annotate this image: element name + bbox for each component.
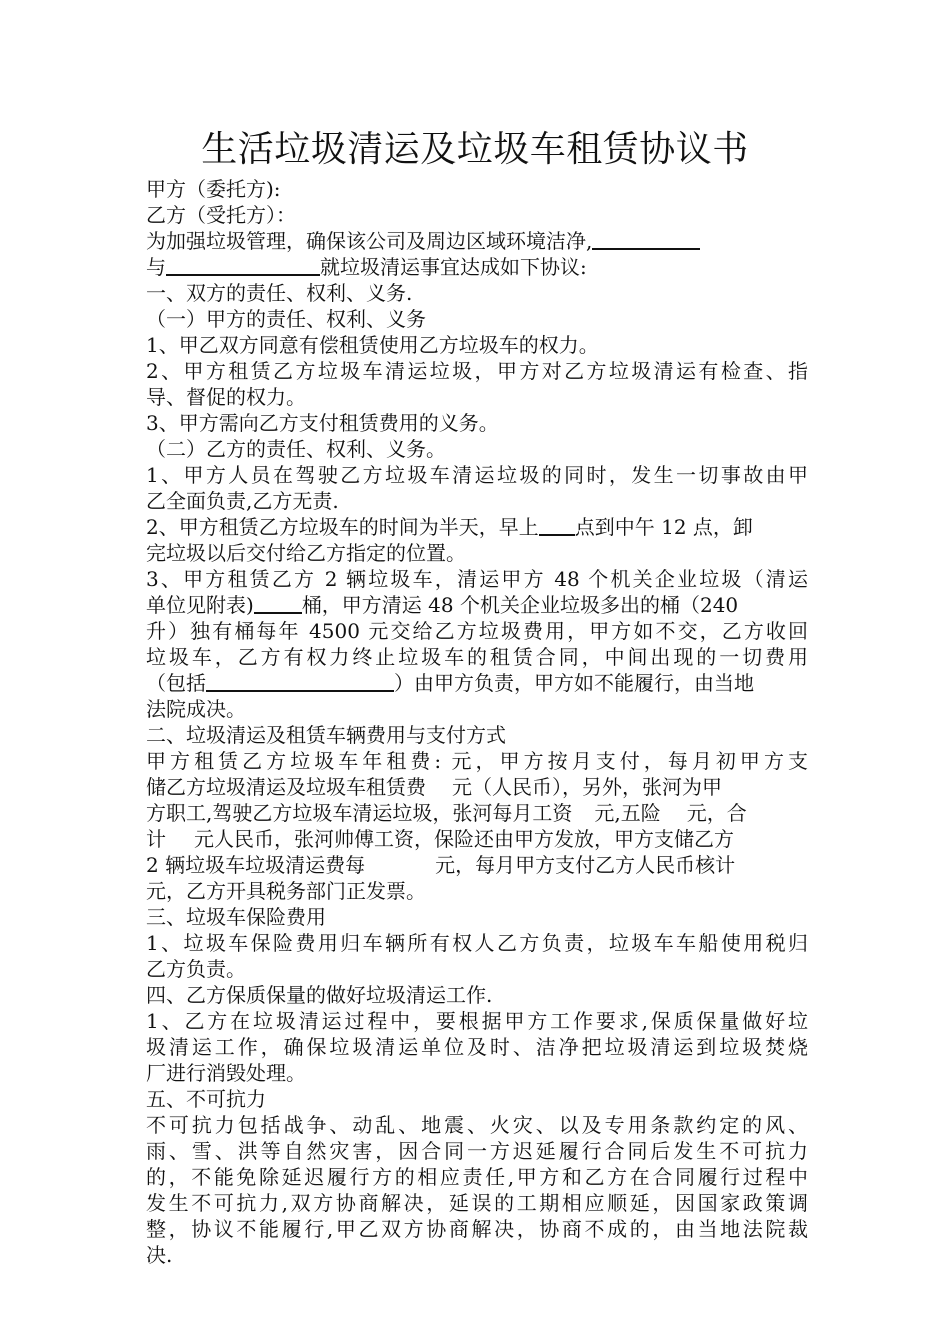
clause-line: 乙全面负责,乙方无责.	[146, 489, 339, 513]
clause-line: 的，不能免除延迟履行方的相应责任,甲方和乙方在合同履行过程中	[146, 1165, 808, 1189]
clause-line: 圾清运工作，确保垃圾清运单位及时、洁净把垃圾清运到垃圾焚烧	[146, 1035, 808, 1059]
subsection-heading-2: （二）乙方的责任、权利、义务。	[146, 437, 446, 461]
clause-line: 厂进行消毁处理。	[146, 1061, 306, 1085]
clause-line: 整，协议不能履行,甲乙双方协商解决，协商不成的，由当地法院裁	[146, 1217, 808, 1241]
clause-line: 决.	[146, 1243, 173, 1267]
clause-line: 不可抗力包括战争、动乱、地震、火灾、以及专用条款约定的风、	[146, 1113, 808, 1137]
fill-blank	[166, 254, 320, 276]
party-a-line: 甲方（委托方):	[146, 177, 281, 201]
clause-line: 1、垃圾车保险费用归车辆所有权人乙方负责，垃圾车车船使用税归	[146, 931, 808, 955]
clause-line: 储乙方垃圾清运及垃圾车租赁费 元（人民币），另外，张河为甲	[146, 775, 722, 799]
clause-line: 垃圾车，乙方有权力终止垃圾车的租赁合同，中间出现的一切费用	[146, 645, 808, 669]
section-heading-2: 二、垃圾清运及租赁车辆费用与支付方式	[146, 723, 506, 747]
clause-line: 导、督促的权力。	[146, 385, 306, 409]
preamble-line-2: 与 就垃圾清运事宜达成如下协议:	[146, 255, 587, 279]
fill-blank	[206, 670, 394, 692]
clause-line: 升）独有桶每年 4500 元交给乙方垃圾费用，甲方如不交，乙方收回	[146, 619, 808, 643]
clause-line: 1、甲乙双方同意有偿租赁使用乙方垃圾车的权力。	[146, 333, 599, 357]
section-heading-5: 五、不可抗力	[146, 1087, 266, 1111]
section-heading-1: 一、双方的责任、权利、义务.	[146, 281, 413, 305]
clause-line: 1、甲方人员在驾驶乙方垃圾车清运垃圾的同时，发生一切事故由甲	[146, 463, 808, 487]
clause-line: （包括 ）由甲方负责，甲方如不能履行，由当地	[146, 671, 754, 695]
clause-line: 3、甲方租赁乙方 2 辆垃圾车，清运甲方 48 个机关企业垃圾（清运	[146, 567, 808, 591]
section-heading-3: 三、垃圾车保险费用	[146, 905, 326, 929]
subsection-heading-1: （一）甲方的责任、权利、义务	[146, 307, 426, 331]
document-body	[146, 176, 808, 1268]
clause-line: 甲方租赁乙方垃圾车年租费: 元，甲方按月支付，每月初甲方支	[146, 749, 808, 773]
preamble-line-1: 为加强垃圾管理，确保该公司及周边区域环境洁净,	[146, 228, 808, 254]
clause-line: 2、甲方租赁乙方垃圾车的时间为半天，早上 点到中午 12 点，卸	[146, 515, 753, 539]
clause-line: 完垃圾以后交付给乙方指定的位置。	[146, 541, 466, 565]
clause-line: 元，乙方开具税务部门正发票。	[146, 879, 426, 903]
clause-line: 1、乙方在垃圾清运过程中，要根据甲方工作要求,保质保量做好垃	[146, 1009, 808, 1033]
clause-line: 乙方负责。	[146, 957, 246, 981]
fill-blank	[539, 514, 575, 536]
clause-line: 法院成决。	[146, 697, 246, 721]
clause-line: 2 辆垃圾车垃圾清运费每 元，每月甲方支付乙方人民币核计	[146, 853, 736, 877]
section-heading-4: 四、乙方保质保量的做好垃圾清运工作.	[146, 983, 493, 1007]
fill-blank	[592, 228, 700, 250]
clause-line: 3、甲方需向乙方支付租赁费用的义务。	[146, 411, 499, 435]
clause-line: 方职工,驾驶乙方垃圾车清运垃圾，张河每月工资 元,五险 元，合	[146, 801, 747, 825]
document-title: 生活垃圾清运及垃圾车租赁协议书	[201, 129, 749, 170]
clause-line: 2、甲方租赁乙方垃圾车清运垃圾，甲方对乙方垃圾清运有检查、指	[146, 359, 808, 383]
clause-line: 单位见附表) 桶，甲方清运 48 个机关企业垃圾多出的桶（240	[146, 593, 739, 617]
clause-line: 发生不可抗力,双方协商解决，延误的工期相应顺延，因国家政策调	[146, 1191, 808, 1215]
clause-line: 计 元人民币，张河帅傅工资，保险还由甲方发放，甲方支储乙方	[146, 827, 734, 851]
fill-blank	[254, 592, 302, 614]
party-b-line: 乙方（受托方）：	[146, 203, 296, 227]
clause-line: 雨、雪、洪等自然灾害，因合同一方迟延履行合同后发生不可抗力	[146, 1139, 808, 1163]
